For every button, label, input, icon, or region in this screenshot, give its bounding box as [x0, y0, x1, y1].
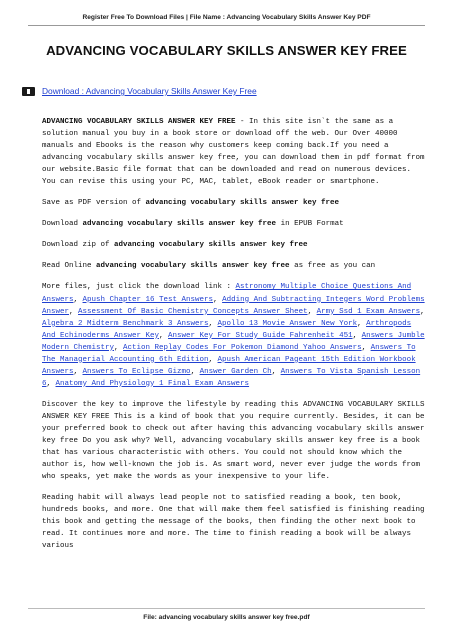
- download-zip-line: [42, 239, 427, 251]
- header-divider: [28, 25, 425, 26]
- related-link[interactable]: Adding And Subtracting Integers Word Problems Answer: [42, 295, 425, 316]
- related-link[interactable]: Action Replay Codes For Pokemon Diamond Yahoo Answers: [123, 343, 362, 352]
- more-files-prefix: More files, just click the download link :: [42, 283, 236, 292]
- download-row: [22, 86, 257, 96]
- related-link[interactable]: Algebra 2 Midterm Benchmark 3 Answers: [42, 319, 209, 328]
- intro-bold: ADVANCING VOCABULARY SKILLS ANSWER KEY FREE: [42, 118, 236, 126]
- intro-paragraph: [42, 116, 427, 188]
- read-online-prefix: Read Online: [42, 262, 97, 271]
- related-link[interactable]: Answers To The Managerial Accounting 6th Edition: [42, 343, 416, 364]
- save-pdf-line: [42, 197, 427, 209]
- related-link[interactable]: Answers Jumble Modern Chemistry: [42, 331, 425, 352]
- related-link[interactable]: Answer Garden Ch: [199, 367, 272, 376]
- related-link[interactable]: Anatomy And Physiology 1 Final Exam Answers: [55, 379, 250, 388]
- related-link[interactable]: Arthropods And Echinoderms Answer Key: [42, 319, 412, 340]
- download-zip-prefix: Download zip of: [42, 241, 115, 250]
- footer-divider: [28, 608, 425, 609]
- document-title: ADVANCING VOCABULARY SKILLS ANSWER KEY FREE: [46, 43, 407, 58]
- page-header: Register Free To Download Files | File Name : Advancing Vocabulary Skills Answer Key PDF: [82, 14, 371, 21]
- save-pdf-bold: advancing vocabulary skills answer key free: [145, 199, 340, 208]
- reading-paragraph: Reading habit will always lead people not to satisfied reading a book, ten book, hundreds books, and more. One that will make them feel satisfied is finishing reading this book and getting the message of the books, then finding the other next book to read. It continues more and more. The time to finish reading a book will be always various: [42, 494, 425, 551]
- discover-paragraph: Discover the key to improve the lifestyle by reading this ADVANCING VOCABULARY SKILLS ANSWER KEY FREE This is a kind of book that you require currently. Besides, it can be your preferred book to check out after having this advancing vocabulary skills answer key free Do you ask why? Well, advancing vocabulary skills answer key free is a book that has various characteristic with others. You could not should know which the author is, how well-known the job is. As smart word, never ever judge the words from who speaks, yet make the words as your inexpensive to your life.: [42, 400, 425, 482]
- save-pdf-prefix: Save as PDF version of: [42, 199, 146, 208]
- read-online-line: [42, 260, 427, 272]
- download-epub-suffix: in EPUB Format: [276, 220, 344, 229]
- related-link[interactable]: Apush Chapter 16 Test Answers: [82, 295, 214, 304]
- download-icon: [22, 87, 35, 96]
- related-link[interactable]: Answer Key For Study Guide Fahrenheit 451: [168, 331, 353, 340]
- download-link[interactable]: Download : Advancing Vocabulary Skills Answer Key Free: [42, 86, 257, 96]
- related-link[interactable]: Army Ssd 1 Exam Answers: [316, 307, 421, 316]
- related-link[interactable]: Apush American Pageant 15th Edition Workbook Answers: [42, 355, 416, 376]
- page-footer: File: advancing vocabulary skills answer key free.pdf: [143, 614, 310, 621]
- read-online-suffix: as free as you can: [289, 262, 376, 271]
- download-epub-bold: advancing vocabulary skills answer key free: [82, 220, 277, 229]
- related-link[interactable]: Answers To Vista Spanish Lesson 6: [42, 367, 421, 388]
- download-zip-bold: advancing vocabulary skills answer key free: [114, 241, 308, 250]
- more-files-paragraph: More files, just click the download link : Astronomy Multiple Choice Questions And Answers, Apush Chapter 16 Test Answers, Adding And Subtracting Integers Word Problems Answer, Assessment Of Basic Chemistry Concepts Answer Sheet, Army Ssd 1 Exam Answers, Algebra 2 Midterm Benchmark 3 Answers, Apollo 13 Movie Answer New York, Arthropods And Echinoderms Answer Key, Answer Key For Study Guide Fahrenheit 451, Answers Jumble Modern Chemistry, Action Replay Codes For Pokemon Diamond Yahoo Answers, Answers To The Managerial Accounting 6th Edition, Apush American Pageant 15th Edition Workbook Answers, Answers To Eclipse Gizmo, Answer Garden Ch, Answers To Vista Spanish Lesson 6, Anatomy And Physiology 1 Final Exam Answers: [42, 283, 425, 388]
- download-epub-prefix: Download: [42, 220, 83, 229]
- download-epub-line: [42, 218, 427, 230]
- related-link[interactable]: Astronomy Multiple Choice Questions And Answers: [42, 283, 412, 304]
- intro-text: - In this site isn`t the same as a solution manual you buy in a book store or download off the web. Our Over 40000 manuals and Ebooks is the reason why customers keep coming back.If you need a advancing vocabulary skills answer key free, you can download them in pdf format from our website.Basic file format that can be downloaded and read on numerous devices. You can revise this using your PC, MAC, tablet, eBook reader or smartphone.: [42, 118, 425, 187]
- related-link[interactable]: Answers To Eclipse Gizmo: [82, 367, 191, 376]
- read-online-bold: advancing vocabulary skills answer key free: [96, 262, 290, 271]
- related-link[interactable]: Assessment Of Basic Chemistry Concepts Answer Sheet: [78, 307, 308, 316]
- document-body: [42, 116, 427, 561]
- related-link[interactable]: Apollo 13 Movie Answer New York: [217, 319, 358, 328]
